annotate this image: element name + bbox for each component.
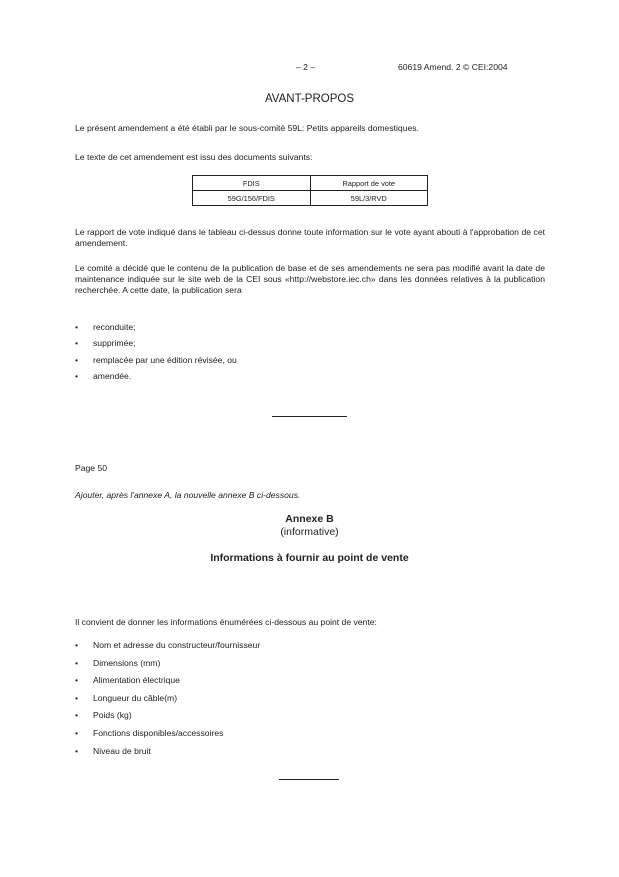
bullet-icon: • [75,657,79,668]
bullet-icon: • [75,370,79,381]
document-reference: 60619 Amend. 2 © CEI:2004 [398,62,508,72]
documents-table [192,175,428,206]
bullet-icon: • [75,692,79,703]
list-item-text: Fonctions disponibles/accessoires [93,728,224,738]
bullet-icon: • [75,745,79,756]
list-item-text: Longueur du câble(m) [93,692,178,703]
foreword-para-2: Le texte de cet amendement est issu des documents suivants: [75,152,313,162]
instruction-text: Ajouter, après l'annexe A, la nouvelle annexe B ci-dessous. [75,490,301,500]
table-header-cell: Rapport de vote [310,176,428,191]
bullet-icon: • [75,322,79,332]
bullet-icon: • [75,338,79,349]
list-item-text: Niveau de bruit [93,745,151,756]
table-cell: 59G/156/FDIS [193,191,311,206]
bullet-icon: • [75,675,79,686]
list-item-text: supprimée; [93,338,136,349]
foreword-title: AVANT-PROPOS [264,93,355,105]
annex-heading: Informations à fournir au point de vente [210,552,409,564]
list-item-text: Dimensions (mm) [93,657,161,668]
end-rule [279,779,339,780]
bullet-icon: • [75,728,79,738]
foreword-para-3: Le rapport de vote indiqué dans le tableau ci-dessus donne toute information sur le vote ayant abouti à l'approbation de cet amendement. [75,227,545,248]
annex-intro: Il convient de donner les informations énumérées ci-dessous au point de vente: [75,617,377,627]
list-item-text: Nom et adresse du constructeur/fournisseur [93,640,261,650]
bullet-icon: • [75,640,79,650]
annex-title: Annexe B [285,513,334,525]
table-cell: 59L/3/RVD [310,191,428,206]
list-item-text: amendée. [93,370,132,381]
table-row [193,191,428,206]
foreword-para-4: Le comité a décidé que le contenu de la publication de base et de ses amendements ne sera pas modifié avant la date de maintenance indiquée sur le site web de la CEI sous «http://webstore.iec.ch» dans les données relatives à la publication recherchée. A cette date, la publication sera [75,263,545,295]
bullet-icon: • [75,710,79,721]
table-header-row [193,176,428,191]
list-item-text: reconduite; [93,322,136,332]
list-item-text: Alimentation électrique [93,675,180,686]
foreword-para-1: Le présent amendement a été établi par le sous-comité 59L: Petits appareils domestiques. [75,123,419,133]
list-item-text: remplacée par une édition révisée, ou [93,354,237,365]
list-item-text: Poids (kg) [93,710,132,721]
separator-rule [272,416,347,417]
annex-type: (informative) [280,526,339,538]
page-number: – 2 – [296,62,316,72]
table-header-cell: FDIS [193,176,311,191]
page-reference: Page 50 [75,463,108,473]
bullet-icon: • [75,354,79,365]
